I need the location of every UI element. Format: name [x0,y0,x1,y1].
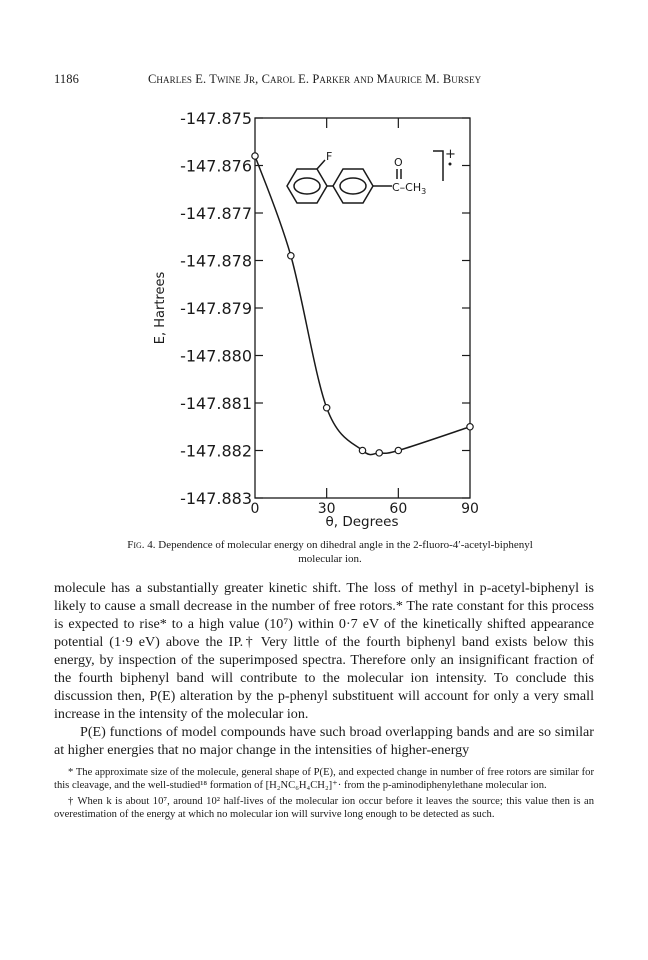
paragraph-2: P(E) functions of model compounds have such broad overlapping bands and are so similar at higher energies that no major change in the intensities of higher-energy [54,724,594,758]
phenyl-ring-inner [340,178,366,194]
radical-dot [449,163,452,166]
data-points [252,153,473,456]
x-tick-label: 30 [317,501,336,517]
footnote-star: * The approximate size of the molecule, general shape of P(E), and expected change in number of free rotors are similar for this cleavage, and the well-studied¹⁸ formation of [H₂NC₆H₄CH₂]⁺· from the p-aminodiphenylethane molecular ion. [54,767,594,791]
data-point [395,447,401,453]
caption-text: Dependence of molecular energy on dihedral angle in the 2-fluoro-4′-acetyl-biphenyl molecular ion. [155,539,533,565]
y-tick-label: -147.876 [180,156,252,176]
data-point [376,450,382,456]
series-curve [255,156,470,455]
x-tick-label: 90 [461,501,479,517]
data-point [359,447,365,453]
y-tick-label: -147.880 [180,346,252,366]
y-tick-label: -147.879 [180,299,252,318]
y-tick-label: -147.877 [180,204,252,223]
data-point [288,253,294,259]
y-axis-ticks [180,109,470,508]
body-text [54,579,594,759]
y-axis-label: E, Hartrees [153,271,168,345]
fluoro-label: F [326,150,333,163]
plot-border [255,118,470,498]
footnotes [54,766,594,824]
energy-chart [140,102,490,532]
methyl-label: $C-CH_3$ [392,181,427,196]
y-tick-label: -147.883 [180,489,252,508]
y-tick-label: -147.882 [180,441,252,461]
data-point [323,405,329,411]
fluorophenyl-ring-inner [294,178,320,194]
y-tick-label: -147.875 [180,109,252,128]
data-point [252,153,258,159]
x-tick-label: 0 [250,501,260,517]
data-point [467,424,473,430]
x-axis-ticks [251,118,479,517]
footnote-dagger: † When k is about 10⁷, around 10² half-lives of the molecular ion occur before it leaves the source; this value then is an overestimation of the energy at which no molecular ion will survive long enough to be detected as such. [54,796,594,820]
oxygen-label: O [394,156,403,169]
fluorophenyl-ring [287,169,327,203]
y-tick-label: -147.881 [180,394,252,413]
figure-label: Fig. 4. [127,539,156,551]
molecule-structure [287,151,443,203]
charge-label: + [445,147,456,162]
f-bond [317,160,325,169]
molecule-labels [326,147,456,196]
page-number: 1186 [54,72,79,86]
chart-frame [255,118,470,498]
x-tick-label: 60 [389,501,408,517]
running-title: Charles E. Twine Jr, Carol E. Parker and Maurice M. Bursey [148,72,482,86]
phenyl-ring [333,169,373,203]
radical-bracket [433,151,443,181]
paragraph-1: molecule has a substantially greater kinetic shift. The loss of methyl in p-acetyl-biphenyl is likely to cause a small decrease in the number of free rotors.* The rate constant for this process is expected to rise* to a high value (10⁷) within 0·7 eV of the kinetically shifted appearance potential (1·9 eV) above the IP.† Very little of the fourth biphenyl band exists below this energy, by inspection of the superimposed spectra. Therefore only an insignificant fraction of the fourth biphenyl band will contribute to the molecular ion intensity. To conclude this discussion then, P(E) alteration by the p-phenyl substituent will account for only a very small increase in the intensity of the molecular ion. [54,580,594,722]
y-tick-label: -147.878 [180,251,252,271]
figure-caption [120,538,540,566]
x-axis-label: θ, Degrees [325,514,399,530]
